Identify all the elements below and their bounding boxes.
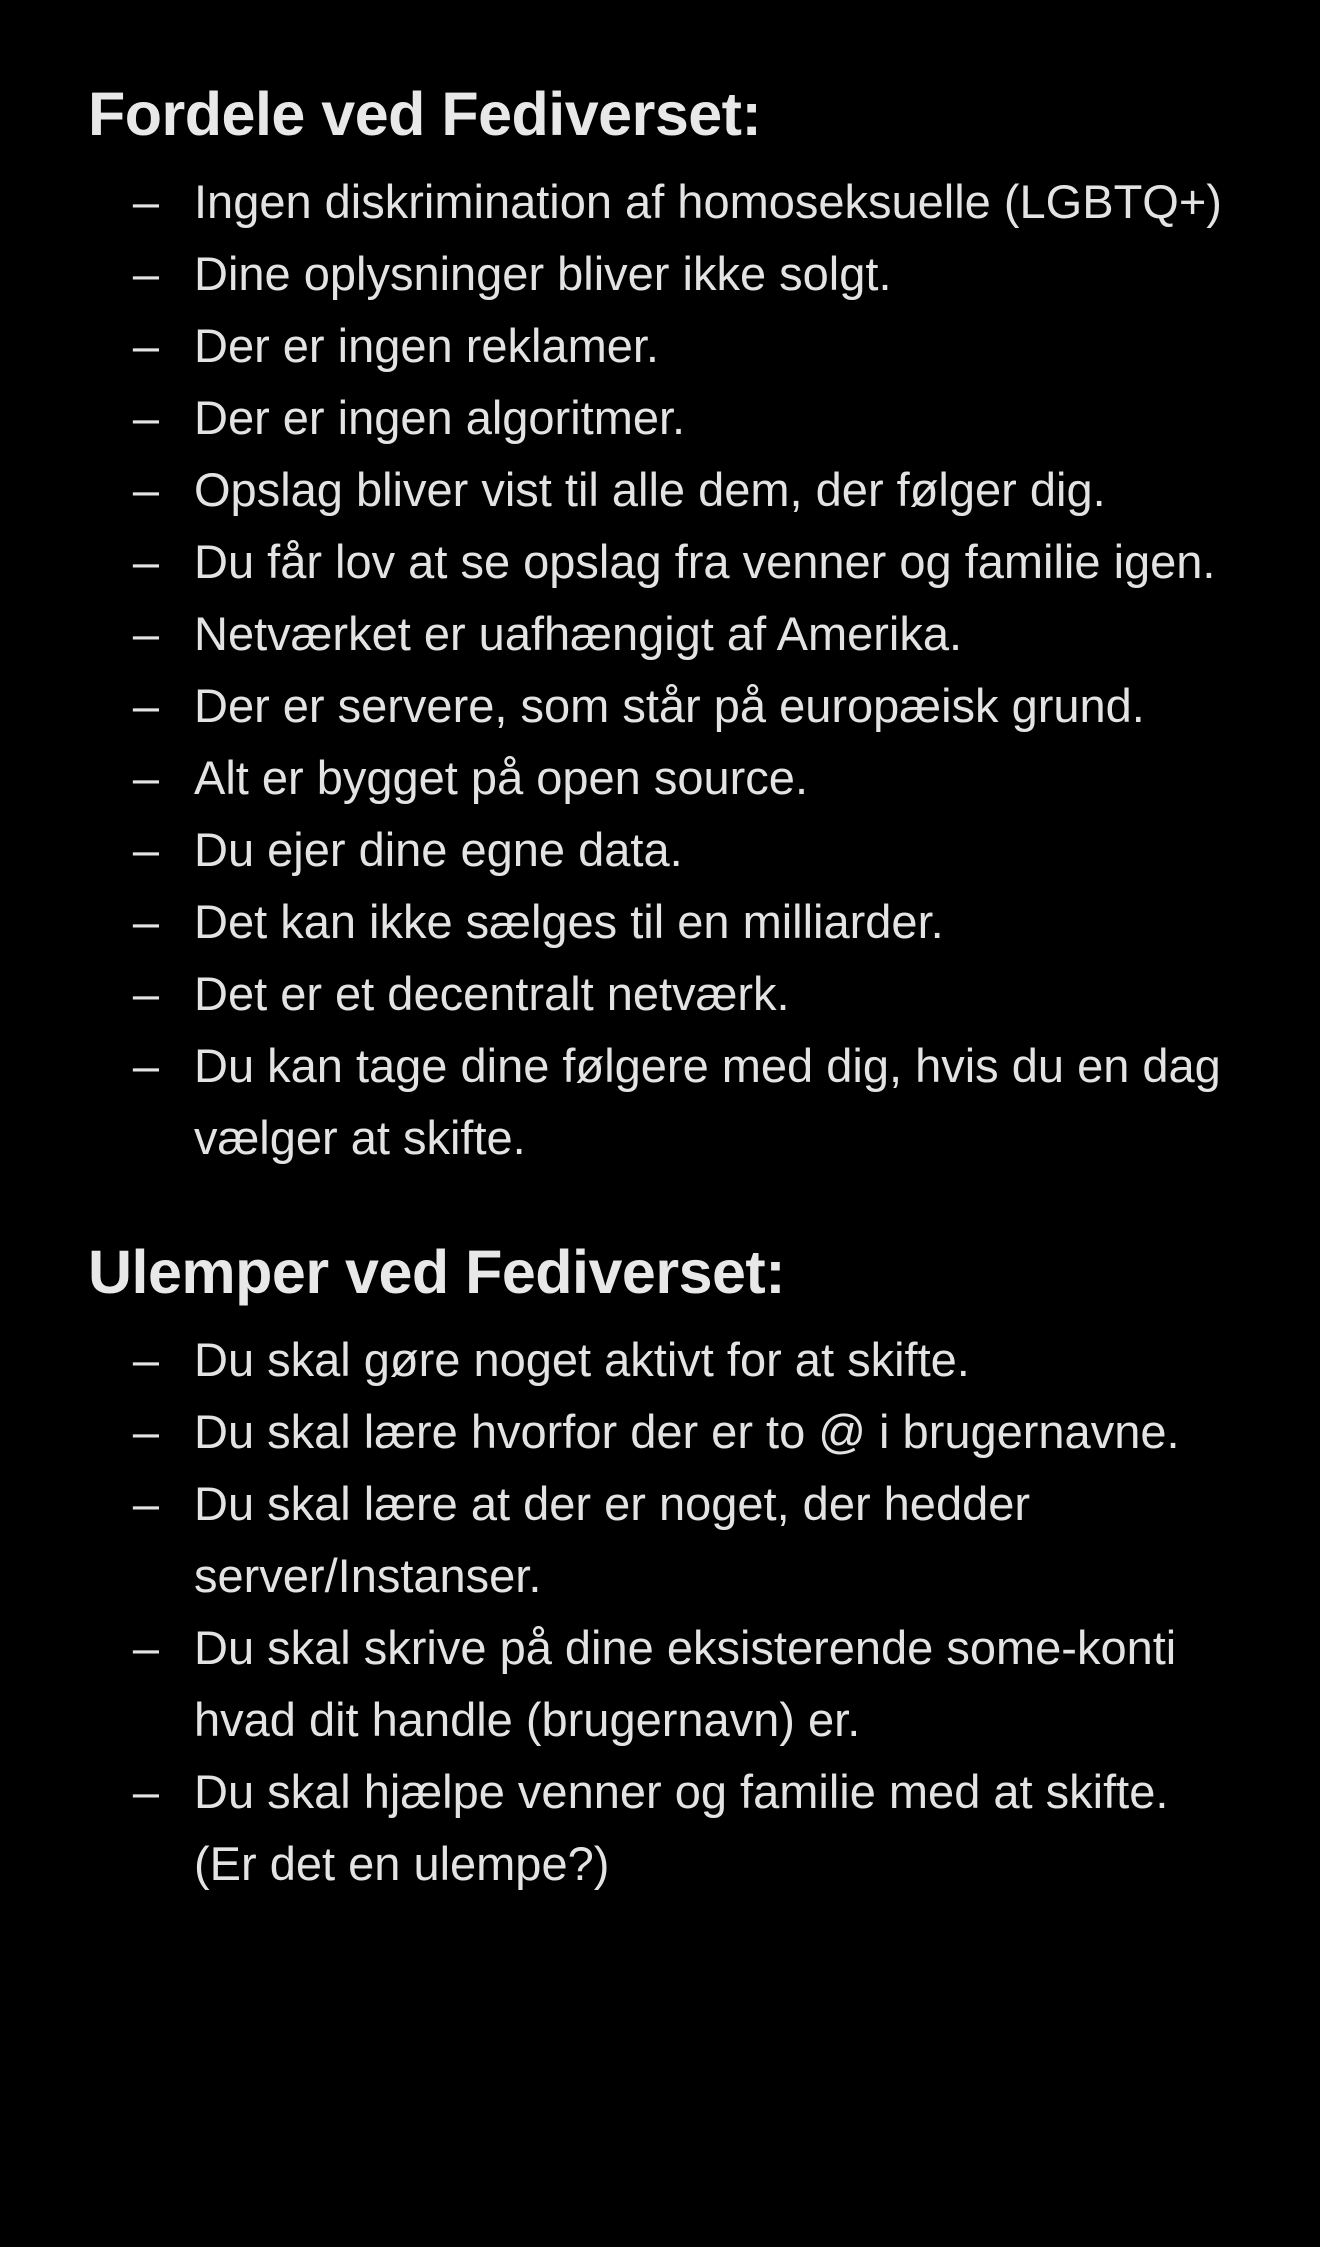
dash-bullet: – bbox=[132, 319, 160, 372]
cons-list bbox=[88, 1324, 1240, 1900]
list-item-text: Du skal hjælpe venner og familie med at skifte. (Er det en ulempe?) bbox=[194, 1765, 1169, 1890]
dash-bullet: – bbox=[132, 535, 160, 588]
list-item-text: Der er ingen algoritmer. bbox=[194, 391, 686, 444]
dash-bullet: – bbox=[132, 751, 160, 804]
dash-bullet: – bbox=[132, 1765, 160, 1818]
dash-bullet: – bbox=[132, 391, 160, 444]
dash-bullet: – bbox=[132, 1621, 160, 1674]
dash-bullet: – bbox=[132, 247, 160, 300]
list-item-text: Du skal gøre noget aktivt for at skifte. bbox=[194, 1333, 970, 1386]
pros-list bbox=[88, 166, 1240, 1174]
list-item bbox=[88, 742, 1240, 814]
list-item bbox=[88, 1468, 1240, 1612]
list-item-text: Der er servere, som står på europæisk grund. bbox=[194, 679, 1145, 732]
list-item bbox=[88, 454, 1240, 526]
list-item bbox=[88, 886, 1240, 958]
list-item-text: Ingen diskrimination af homoseksuelle (LGBTQ+) bbox=[194, 175, 1222, 228]
list-item-text: Alt er bygget på open source. bbox=[194, 751, 809, 804]
list-item-text: Du får lov at se opslag fra venner og familie igen. bbox=[194, 535, 1216, 588]
list-item-text: Du ejer dine egne data. bbox=[194, 823, 683, 876]
section-spacer bbox=[88, 1174, 1240, 1232]
list-item bbox=[88, 1396, 1240, 1468]
dash-bullet: – bbox=[132, 967, 160, 1020]
dash-bullet: – bbox=[132, 1333, 160, 1386]
list-item bbox=[88, 1756, 1240, 1900]
dash-bullet: – bbox=[132, 823, 160, 876]
list-item-text: Der er ingen reklamer. bbox=[194, 319, 659, 372]
list-item-text: Det er et decentralt netværk. bbox=[194, 967, 790, 1020]
list-item bbox=[88, 670, 1240, 742]
dash-bullet: – bbox=[132, 679, 160, 732]
pros-title: Fordele ved Fediverset: bbox=[88, 80, 762, 148]
dash-bullet: – bbox=[132, 1477, 160, 1530]
dash-bullet: – bbox=[132, 463, 160, 516]
cons-title: Ulemper ved Fediverset: bbox=[88, 1238, 786, 1306]
list-item bbox=[88, 310, 1240, 382]
list-item bbox=[88, 238, 1240, 310]
dash-bullet: – bbox=[132, 175, 160, 228]
list-item-text: Netværket er uafhængigt af Amerika. bbox=[194, 607, 963, 660]
list-item bbox=[88, 382, 1240, 454]
dash-bullet: – bbox=[132, 1039, 160, 1092]
list-item-text: Du kan tage dine følgere med dig, hvis du en dag vælger at skifte. bbox=[194, 1039, 1221, 1164]
list-item bbox=[88, 526, 1240, 598]
list-item-text: Du skal lære hvorfor der er to @ i brugernavne. bbox=[194, 1405, 1180, 1458]
list-item bbox=[88, 1612, 1240, 1756]
dash-bullet: – bbox=[132, 1405, 160, 1458]
list-item bbox=[88, 958, 1240, 1030]
list-item-text: Det kan ikke sælges til en milliarder. bbox=[194, 895, 944, 948]
list-item-text: Du skal skrive på dine eksisterende some-konti hvad dit handle (brugernavn) er. bbox=[194, 1621, 1177, 1746]
list-item bbox=[88, 814, 1240, 886]
list-item-text: Dine oplysninger bliver ikke solgt. bbox=[194, 247, 892, 300]
list-item bbox=[88, 1324, 1240, 1396]
dash-bullet: – bbox=[132, 895, 160, 948]
list-item bbox=[88, 166, 1240, 238]
list-item-text: Du skal lære at der er noget, der hedder server/Instanser. bbox=[194, 1477, 1031, 1602]
dash-bullet: – bbox=[132, 607, 160, 660]
list-item-text: Opslag bliver vist til alle dem, der følger dig. bbox=[194, 463, 1106, 516]
list-item bbox=[88, 598, 1240, 670]
list-item bbox=[88, 1030, 1240, 1174]
